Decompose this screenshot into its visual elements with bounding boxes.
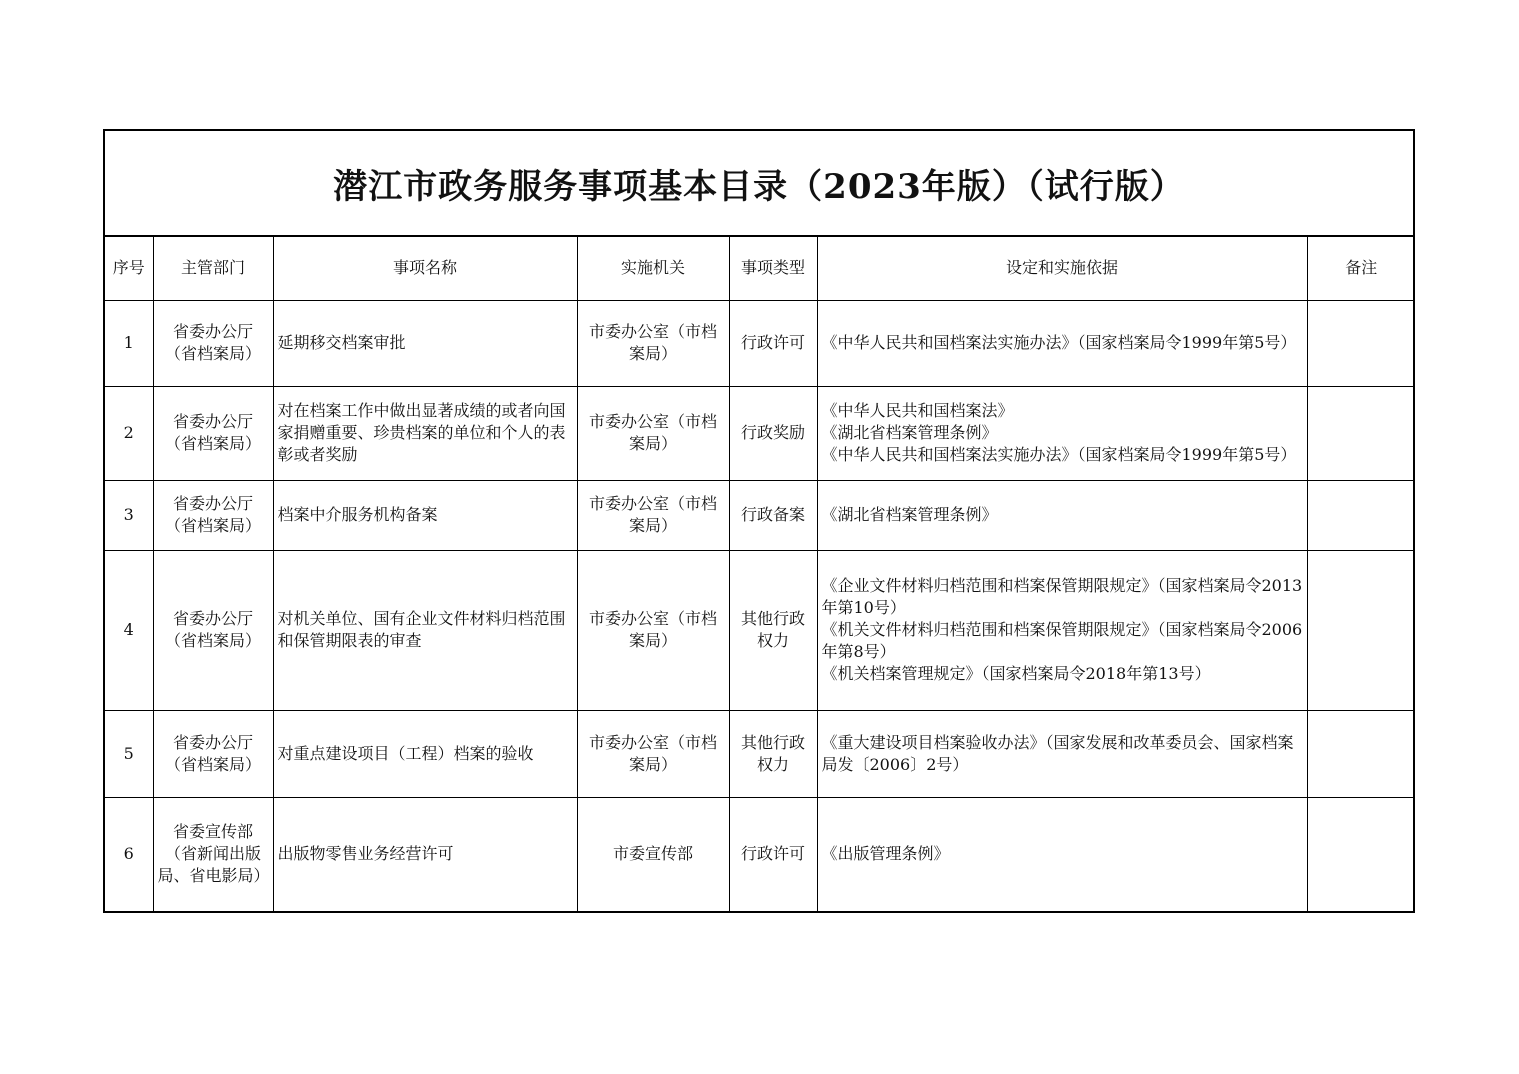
row-dept: 省委办公厅（省档案局） [153,550,273,710]
row-type: 其他行政权力 [729,710,817,797]
row-basis [817,710,1307,797]
basis-item: 《中华人民共和国档案法》 [821,401,1014,420]
row-name: 对在档案工作中做出显著成绩的或者向国家捐赠重要、珍贵档案的单位和个人的表彰或者奖励 [273,386,577,480]
row-no: 2 [105,386,153,480]
row-basis [817,550,1307,710]
basis-item: 《中华人民共和国档案法实施办法》（国家档案局令1999年第5号） [821,445,1297,464]
header-row [105,237,1415,300]
basis-item: 《湖北省档案管理条例》 [821,505,998,524]
basis-item: 《中华人民共和国档案法实施办法》（国家档案局令1999年第5号） [821,333,1297,352]
header-note: 备注 [1307,237,1415,300]
row-agency: 市委宣传部 [577,797,729,911]
row-no: 4 [105,550,153,710]
row-name: 出版物零售业务经营许可 [273,797,577,911]
row-agency: 市委办公室（市档案局） [577,710,729,797]
table-row [105,386,1415,480]
table-row [105,797,1415,911]
row-dept: 省委办公厅（省档案局） [153,386,273,480]
basis-item: 《重大建设项目档案验收办法》（国家发展和改革委员会、国家档案局发〔2006〕2号） [821,732,1294,774]
row-note [1307,480,1415,550]
row-note [1307,550,1415,710]
table-row [105,300,1415,386]
row-note [1307,710,1415,797]
row-name: 对机关单位、国有企业文件材料归档范围和保管期限表的审查 [273,550,577,710]
row-agency: 市委办公室（市档案局） [577,300,729,386]
basis-item: 《企业文件材料归档范围和档案保管期限规定》（国家档案局令2013年第10号） [821,576,1303,617]
row-dept: 省委办公厅（省档案局） [153,300,273,386]
header-dept: 主管部门 [153,237,273,300]
row-name: 对重点建设项目（工程）档案的验收 [273,710,577,797]
row-type: 行政许可 [729,797,817,911]
row-type: 行政许可 [729,300,817,386]
header-name: 事项名称 [273,237,577,300]
row-type: 其他行政权力 [729,550,817,710]
basis-item: 《出版管理条例》 [821,844,950,864]
row-note [1307,300,1415,386]
header-type: 事项类型 [729,237,817,300]
header-no: 序号 [105,237,153,300]
row-agency: 市委办公室（市档案局） [577,550,729,710]
row-dept: 省委办公厅（省档案局） [153,710,273,797]
table-row [105,710,1415,797]
row-type: 行政备案 [729,480,817,550]
row-name: 档案中介服务机构备案 [273,480,577,550]
row-note [1307,386,1415,480]
row-basis [817,480,1307,550]
row-basis [817,386,1307,480]
basis-item: 《机关文件材料归档范围和档案保管期限规定》（国家档案局令2006年第8号） [821,620,1303,661]
row-type: 行政奖励 [729,386,817,480]
document-title: 潜江市政务服务事项基本目录（2023年版）（试行版） [105,131,1413,237]
catalog-table [105,237,1415,911]
table-row [105,480,1415,550]
row-no: 1 [105,300,153,386]
row-dept: 省委宣传部（省新闻出版局、省电影局） [153,797,273,911]
basis-item: 《机关档案管理规定》（国家档案局令2018年第13号） [821,664,1211,683]
row-note [1307,797,1415,911]
row-no: 3 [105,480,153,550]
row-no: 6 [105,797,153,911]
row-basis [817,300,1307,386]
row-name: 延期移交档案审批 [273,300,577,386]
basis-item: 《湖北省档案管理条例》 [821,423,998,442]
catalog-sheet [103,129,1415,913]
row-dept: 省委办公厅（省档案局） [153,480,273,550]
row-agency: 市委办公室（市档案局） [577,480,729,550]
row-no: 5 [105,710,153,797]
header-agency: 实施机关 [577,237,729,300]
row-agency: 市委办公室（市档案局） [577,386,729,480]
table-row [105,550,1415,710]
row-basis [817,797,1307,911]
header-basis: 设定和实施依据 [817,237,1307,300]
